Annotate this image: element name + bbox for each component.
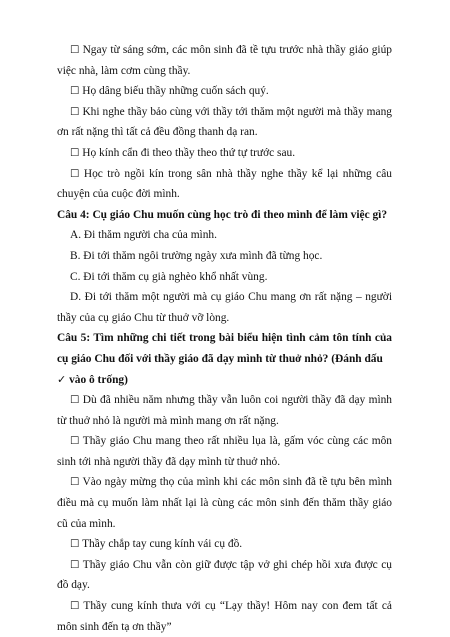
question-5-title-end: vào ô trống) [69, 373, 128, 386]
checklist-item [57, 431, 392, 472]
item-text: Họ dâng biếu thầy những cuốn sách quý. [82, 85, 269, 98]
checklist-item [57, 555, 392, 596]
item-text: Dù đã nhiều năm nhưng thầy vẫn luôn coi người thầy đã dạy mình từ thuở nhỏ là người mà mình mang ơn rất nặng. [57, 394, 393, 427]
checklist-item [57, 164, 392, 205]
answer-option-d: D. Đi tới thăm một người mà cụ giáo Chu mang ơn rất nặng – người thầy của cụ giáo Chu từ thuở vỡ lòng. [57, 291, 392, 324]
checklist-item [57, 143, 392, 164]
checklist-item [57, 534, 392, 555]
item-text: Ngay từ sáng sớm, các môn sinh đã tề tựu trước nhà thầy giáo giúp việc nhà, làm cơm cùng thầy. [57, 44, 392, 77]
checkbox-icon[interactable]: ☐ [70, 44, 80, 56]
item-text: Thầy cung kính thưa với cụ “Lạy thầy! Hôm nay con đem tất cả môn sinh đến tạ ơn thầy” [57, 600, 392, 633]
checkbox-icon[interactable]: ☐ [70, 146, 80, 159]
checkbox-icon[interactable]: ☐ [70, 600, 80, 613]
item-text: Vào ngày mừng thọ của mình khi các môn sinh đã tề tựu bên mình điều mà cụ muốn làm nhất lại là cùng các môn sinh đến thăm thầy giáo cũ của mình. [57, 476, 392, 530]
question-5-title-text: Câu 5: Tìm những chi tiết trong bài biểu hiện tình cảm tôn tính của cụ giáo Chu đối với thầy giáo đã dạy mình từ thuở nhỏ? (Đánh dấu [57, 332, 392, 365]
answer-option-a: A. Đi thăm người cha của mình. [70, 229, 217, 242]
checkbox-icon[interactable]: ☐ [70, 167, 80, 180]
checkbox-icon[interactable]: ☐ [70, 85, 80, 98]
checkbox-icon[interactable]: ☐ [70, 538, 80, 551]
checkbox-icon[interactable]: ☐ [70, 394, 80, 407]
item-text: Thầy chắp tay cung kính vái cụ đồ. [82, 538, 243, 551]
answer-option-c: C. Đi tới thăm cụ già nghèo khổ nhất vùng. [70, 270, 268, 283]
checkmark-icon: ✓ [57, 372, 67, 386]
checkbox-icon[interactable]: ☐ [70, 476, 80, 489]
item-text: Thầy giáo Chu vẫn còn giữ được tập vở ghi chép hồi xưa được cụ đồ dạy. [57, 558, 392, 592]
checklist-item [57, 390, 392, 431]
item-text: Khi nghe thầy bảo cùng với thầy tới thăm một người mà thầy mang ơn rất nặng thì tất cả đều đồng thanh dạ ran. [57, 105, 392, 139]
item-text: Thầy giáo Chu mang theo rất nhiều lụa là, gấm vóc cùng các môn sinh tới nhà người thầy đã dạy mình từ thuở nhỏ. [57, 435, 392, 468]
checklist-item [57, 102, 392, 143]
checkbox-icon[interactable]: ☐ [70, 435, 80, 448]
checklist-item [57, 472, 392, 534]
item-text: Họ kính cẩn đi theo thầy theo thứ tự trước sau. [82, 146, 296, 159]
checklist-item [57, 81, 392, 102]
checklist-item [57, 596, 392, 637]
checklist-item [57, 40, 392, 81]
item-text: Học trò ngồi kín trong sân nhà thầy nghe thầy kể lại những câu chuyện của cuộc đời mình. [57, 167, 392, 201]
checkbox-icon[interactable]: ☐ [70, 558, 80, 571]
question-5-title [57, 328, 392, 390]
question-4-title: Câu 4: Cụ giáo Chu muốn cùng học trò đi theo mình để làm việc gì? [57, 208, 388, 221]
checkbox-icon[interactable]: ☐ [70, 105, 80, 118]
document-body [57, 40, 392, 637]
answer-option-b: B. Đi tới thăm ngôi trường ngày xưa mình đã từng học. [70, 249, 323, 262]
